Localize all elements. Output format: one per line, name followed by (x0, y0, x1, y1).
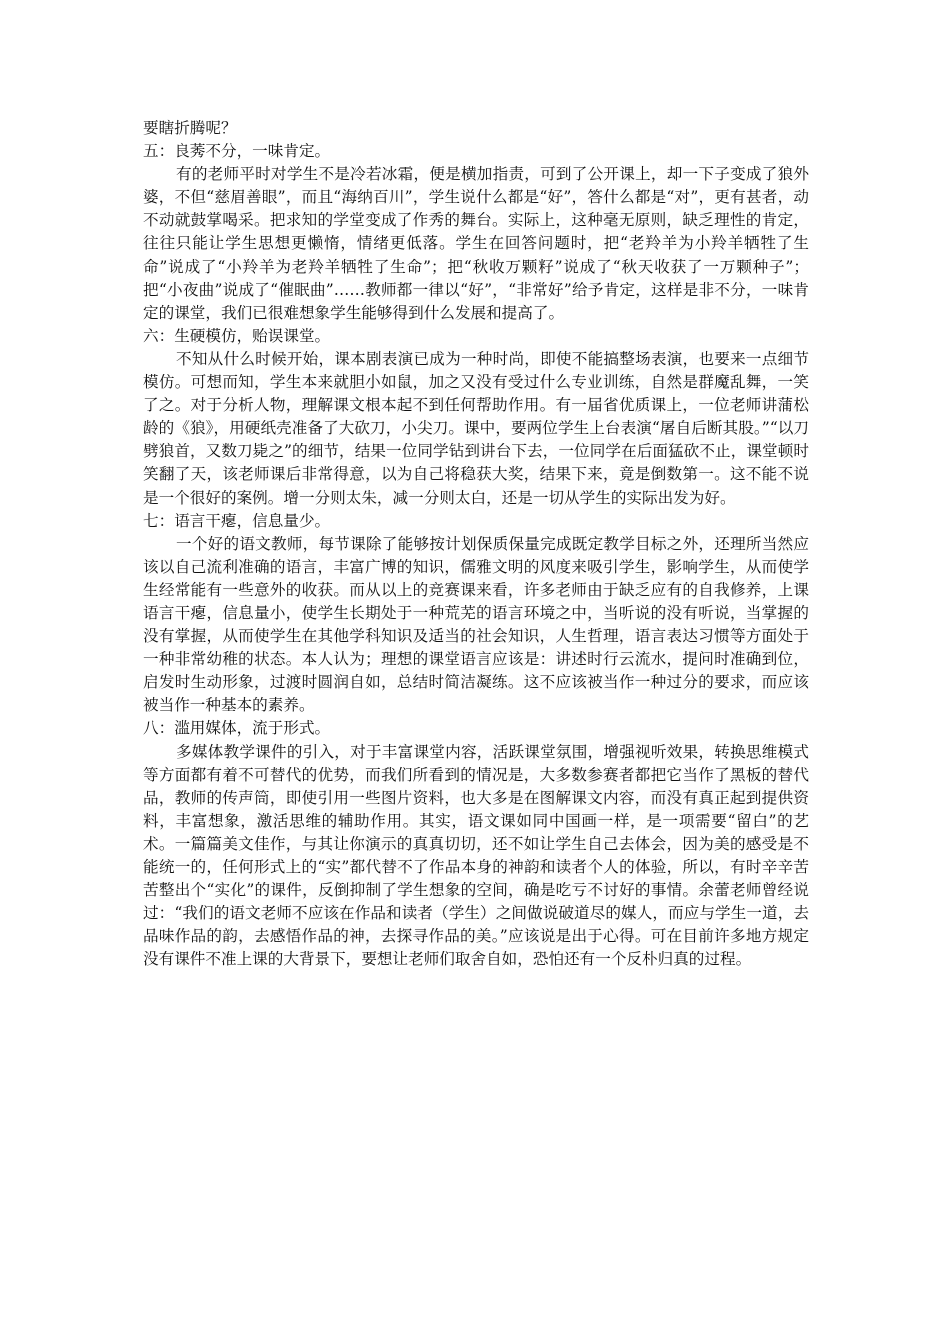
section-heading-5: 五：良莠不分，一味肯定。 (143, 142, 331, 161)
section-heading-7: 七：语言干瘪，信息量少。 (143, 511, 331, 530)
body-paragraph-8: 多媒体教学课件的引入，对于丰富课堂内容，活跃课堂氛围，增强视听效果，转换思维模式等方面都有着不可替代的优势，而我们所看到的情况是，大多数参赛者都把它当作了黑板的替代品，教师的传声筒，即使引用一些图片资料，也大多是在图解课文内容，而没有真正起到提供资料，丰富想象，激活思维的辅助作用。其实，语文课如同中国画一样，是一项需要“留白”的艺术。一篇篇美文佳作，与其让你演示的真真切切，还不如让学生自己去体会，因为美的感受是不能统一的，任何形式上的“实”都代替不了作品本身的神韵和读者个人的体验，所以，有时辛辛苦苦整出个“实化”的课件，反倒抑制了学生想象的空间，确是吃亏不讨好的事情。余蕾老师曾经说过：“我们的语文老师不应该在作品和读者（学生）之间做说破道尽的媒人，而应与学生一道，去品味作品的韵，去感悟作品的神，去探寻作品的美。”应该说是出于心得。可在目前许多地方规定没有课件不准上课的大背景下，要想让老师们取舍自如，恐怕还有一个反朴归真的过程。 (143, 742, 809, 969)
section-heading-6: 六：生硬模仿，贻误课堂。 (143, 326, 331, 345)
body-paragraph-6: 不知从什么时候开始，课本剧表演已成为一种时尚，即使不能搞整场表演，也要来一点细节模仿。可想而知，学生本来就胆小如鼠，加之又没有受过什么专业训练，自然是群魔乱舞，一笑了之。对于分析人物，理解课文根本起不到任何帮助作用。有一届省优质课上，一位老师讲蒲松龄的《狼》，用硬纸壳准备了大砍刀，小尖刀。课中，要两位学生上台表演“屠自后断其股。”“以刀劈狼首，又数刀毙之”的细节，结果一位同学钻到讲台下去，一位同学在后面猛砍不止，课堂顿时笑翻了天，该老师课后非常得意，以为自己将稳获大奖，结果下来，竟是倒数第一。这不能不说是一个很好的案例。增一分则太朱，减一分则太白，还是一切从学生的实际出发为好。 (143, 349, 809, 507)
continuation-text: 要瞎折腾呢？ (143, 119, 237, 137)
body-paragraph-7: 一个好的语文教师，每节课除了能够按计划保质保量完成既定教学目标之外，还理所当然应该以自己流利准确的语言，丰富广博的知识，儒雅文明的风度来吸引学生，影响学生，从而使学生经常能有一些意外的收获。而从以上的竞赛课来看，许多老师由于缺乏应有的自我修养，上课语言干瘪，信息量小，使学生长期处于一种荒芜的语言环境之中，当听说的没有听说，当掌握的没有掌握，从而使学生在其他学科知识及适当的社会知识，人生哲理，语言表达习惯等方面处于一种非常幼稚的状态。本人认为；理想的课堂语言应该是：讲述时行云流水，提问时准确到位，启发时生动形象，过渡时圆润自如，总结时简洁凝练。这不应该被当作一种过分的要求，而应该被当作一种基本的素养。 (143, 534, 809, 715)
body-paragraph-5: 有的老师平时对学生不是冷若冰霜，便是横加指责，可到了公开课上，却一下子变成了狼外婆，不但“慈眉善眼”，而且“海纳百川”，学生说什么都是“好”，答什么都是“对”，更有甚者，动不动就鼓掌喝采。把求知的学堂变成了作秀的舞台。实际上，这种毫无原则，缺乏理性的肯定，往往只能让学生思想更懒惰，情绪更低落。学生在回答问题时，把“老羚羊为小羚羊牺牲了生命”说成了“小羚羊为老羚羊牺牲了生命”；把“秋收万颗籽”说成了“秋天收获了一万颗种子”；把“小夜曲”说成了“催眠曲”……教师都一律以“好”，“非常好”给予肯定，这样是非不分，一味肯定的课堂，我们已很难想象学生能够得到什么发展和提高了。 (143, 165, 809, 322)
document-page (143, 117, 809, 971)
section-heading-8: 八：滥用媒体，流于形式。 (143, 719, 331, 738)
